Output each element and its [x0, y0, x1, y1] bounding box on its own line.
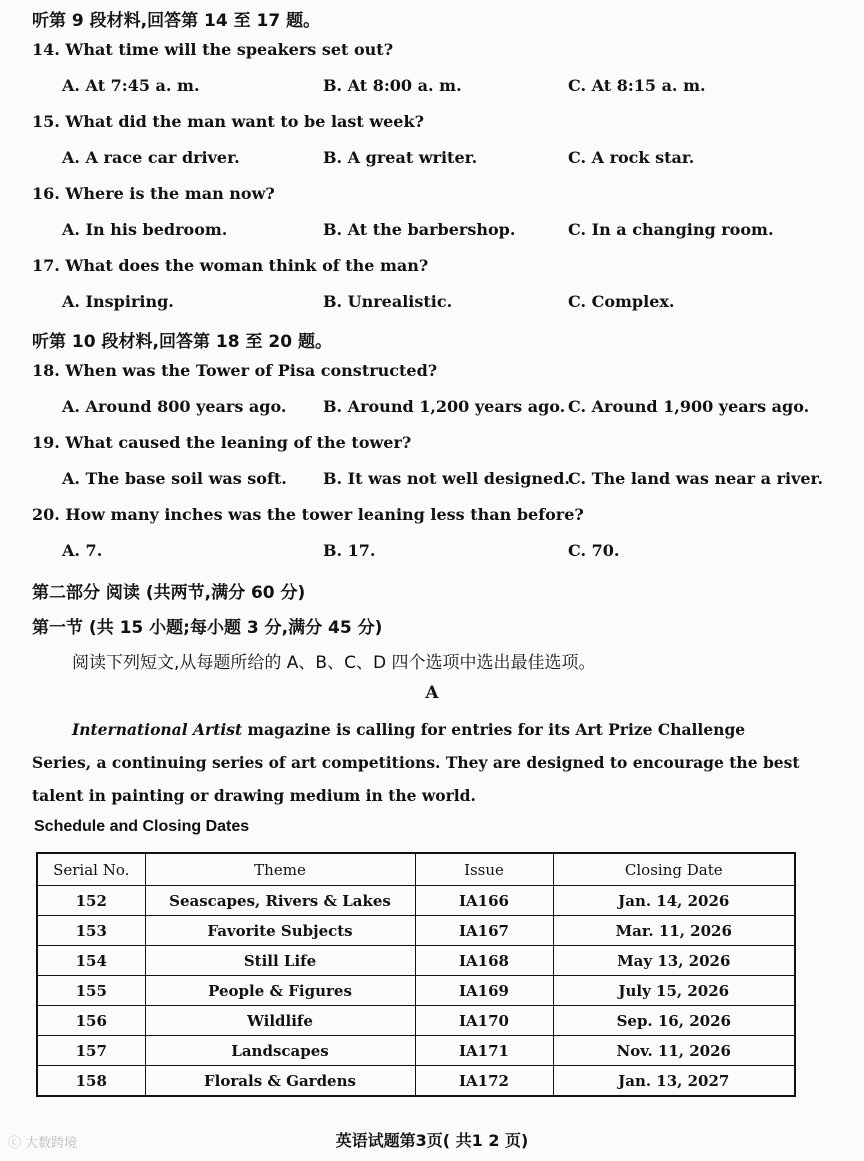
- option-c: C. At 8:15 a. m.: [568, 76, 706, 95]
- option-c: C. In a changing room.: [568, 220, 774, 239]
- closing-date-cell: Mar. 11, 2026: [553, 916, 795, 946]
- question: 16. Where is the man now?: [32, 184, 275, 203]
- serial-cell: 157: [37, 1036, 145, 1066]
- theme-cell: Still Life: [145, 946, 415, 976]
- table-row: [37, 886, 795, 916]
- option-b: B. At 8:00 a. m.: [323, 76, 462, 95]
- serial-cell: 153: [37, 916, 145, 946]
- closing-date-cell: Jan. 14, 2026: [553, 886, 795, 916]
- issue-cell: IA166: [415, 886, 553, 916]
- passage-title: A: [425, 683, 439, 703]
- option-a: A. At 7:45 a. m.: [62, 76, 200, 95]
- theme-cell: Seascapes, Rivers & Lakes: [145, 886, 415, 916]
- question: 15. What did the man want to be last week?: [32, 112, 424, 131]
- table-row: [37, 976, 795, 1006]
- issue-cell: IA172: [415, 1066, 553, 1097]
- option-c: C. Complex.: [568, 292, 675, 311]
- closing-date-cell: July 15, 2026: [553, 976, 795, 1006]
- closing-date-cell: Jan. 13, 2027: [553, 1066, 795, 1097]
- header-closing-date: Closing Date: [553, 853, 795, 886]
- serial-cell: 152: [37, 886, 145, 916]
- question: 20. How many inches was the tower leaning less than before?: [32, 505, 584, 524]
- theme-cell: People & Figures: [145, 976, 415, 1006]
- option-a: A. 7.: [62, 541, 103, 560]
- reading-instruction: 阅读下列短文,从每题所给的 A、B、C、D 四个选项中选出最佳选项。: [72, 653, 596, 673]
- table-header-row: [37, 853, 795, 886]
- closing-date-cell: May 13, 2026: [553, 946, 795, 976]
- header-theme: Theme: [145, 853, 415, 886]
- schedule-title: Schedule and Closing Dates: [34, 818, 250, 835]
- theme-cell: Favorite Subjects: [145, 916, 415, 946]
- closing-date-cell: Sep. 16, 2026: [553, 1006, 795, 1036]
- option-b: B. At the barbershop.: [323, 220, 516, 239]
- issue-cell: IA168: [415, 946, 553, 976]
- table-row: [37, 916, 795, 946]
- option-a: A. A race car driver.: [62, 148, 240, 167]
- option-a: A. The base soil was soft.: [62, 469, 287, 488]
- issue-cell: IA169: [415, 976, 553, 1006]
- part2-subheader: 第一节 (共 15 小题;每小题 3 分,满分 45 分): [32, 618, 383, 638]
- option-a: A. Around 800 years ago.: [62, 397, 287, 416]
- question: 18. When was the Tower of Pisa constructed?: [32, 361, 438, 380]
- theme-cell: Wildlife: [145, 1006, 415, 1036]
- question: 19. What caused the leaning of the tower?: [32, 433, 412, 452]
- serial-cell: 154: [37, 946, 145, 976]
- question: 17. What does the woman think of the man?: [32, 256, 429, 275]
- option-b: B. 17.: [323, 541, 376, 560]
- serial-cell: 155: [37, 976, 145, 1006]
- option-c: C. A rock star.: [568, 148, 695, 167]
- theme-cell: Landscapes: [145, 1036, 415, 1066]
- option-a: A. Inspiring.: [62, 292, 174, 311]
- schedule-table: [36, 852, 796, 1097]
- table-row: [37, 946, 795, 976]
- issue-cell: IA170: [415, 1006, 553, 1036]
- table-row: [37, 1066, 795, 1097]
- option-c: C. 70.: [568, 541, 620, 560]
- magazine-name: International Artist: [72, 720, 243, 739]
- table-row: [37, 1036, 795, 1066]
- option-b: B. Unrealistic.: [323, 292, 453, 311]
- option-c: C. Around 1,900 years ago.: [568, 397, 810, 416]
- option-a: A. In his bedroom.: [62, 220, 228, 239]
- closing-date-cell: Nov. 11, 2026: [553, 1036, 795, 1066]
- option-b: B. It was not well designed.: [323, 469, 570, 488]
- header-issue: Issue: [415, 853, 553, 886]
- option-b: B. Around 1,200 years ago.: [323, 397, 566, 416]
- option-c: C. The land was near a river.: [568, 469, 824, 488]
- page-footer: 英语试题第3页( 共1 2 页): [335, 1131, 529, 1150]
- part2-header: 第二部分 阅读 (共两节,满分 60 分): [32, 583, 306, 603]
- question: 14. What time will the speakers set out?: [32, 40, 394, 59]
- serial-cell: 158: [37, 1066, 145, 1097]
- table-row: [37, 1006, 795, 1036]
- theme-cell: Florals & Gardens: [145, 1066, 415, 1097]
- issue-cell: IA171: [415, 1036, 553, 1066]
- issue-cell: IA167: [415, 916, 553, 946]
- section-header-10: 听第 10 段材料,回答第 18 至 20 题。: [32, 332, 332, 352]
- section-header-9: 听第 9 段材料,回答第 14 至 17 题。: [32, 11, 321, 31]
- watermark: ⓒ 大数跨境: [8, 1136, 78, 1151]
- header-serial: Serial No.: [37, 853, 145, 886]
- passage-text: magazine is calling for entries for its Art Prize Challenge Series, a continuing series of art competitions. They are designed to encourage the best talent in painting or drawing medium in the world.: [32, 720, 800, 805]
- passage-paragraph: [32, 713, 802, 812]
- serial-cell: 156: [37, 1006, 145, 1036]
- option-b: B. A great writer.: [323, 148, 478, 167]
